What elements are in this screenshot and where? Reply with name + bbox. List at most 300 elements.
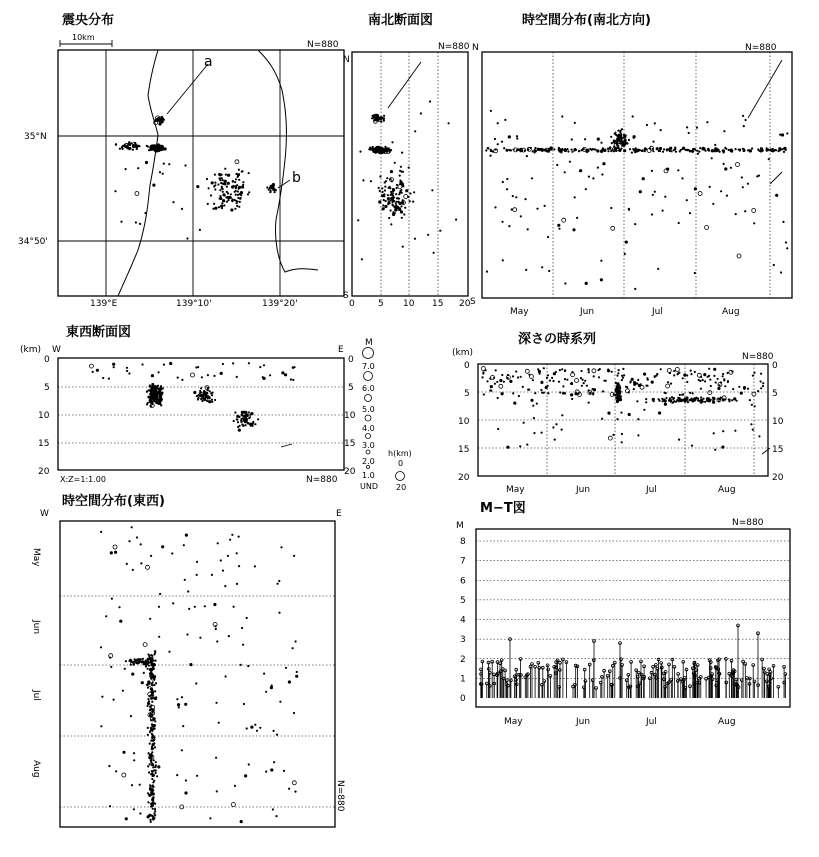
depth-ts-point xyxy=(616,393,618,395)
st-ns-point xyxy=(714,144,716,146)
ew-section-point xyxy=(146,403,148,405)
ew-tick-15: 15 xyxy=(38,439,50,449)
mt-tick-label: 0 xyxy=(460,694,466,704)
ns-section-point xyxy=(383,117,385,119)
depth-ts-point xyxy=(617,383,620,386)
depth-ts-point xyxy=(702,379,704,381)
ew-section-point xyxy=(169,362,172,365)
st-ns-point xyxy=(620,148,622,150)
dts-tick-5: 5 xyxy=(464,389,470,399)
epicenter-point xyxy=(238,173,240,175)
st-ew-point xyxy=(145,665,147,667)
st-ns-point xyxy=(635,149,638,152)
st-ew-point xyxy=(147,687,149,689)
st-ew-point xyxy=(133,759,135,761)
scale-bar xyxy=(60,33,112,47)
ns-section-point xyxy=(409,200,411,202)
depth-ts-point xyxy=(754,405,756,407)
st-ns-point xyxy=(686,126,688,128)
ns-section-point xyxy=(383,199,385,201)
st-ew-point xyxy=(122,773,126,777)
epicenter-point xyxy=(144,212,146,214)
st-ns-point xyxy=(631,152,633,154)
st-ns-point xyxy=(728,149,730,151)
depth-ts-point xyxy=(543,367,545,369)
st-ew-point xyxy=(118,606,120,608)
st-ew-point xyxy=(155,772,157,774)
st-ns-month-aug: Aug xyxy=(722,307,740,317)
st-ew-point xyxy=(225,675,227,677)
ns-section-point xyxy=(384,205,387,208)
epicenter-point xyxy=(114,190,116,192)
st-ns-point xyxy=(571,138,573,140)
st-ew-point xyxy=(153,780,155,782)
ns-section-point xyxy=(448,122,450,124)
ns-tick-0: 0 xyxy=(349,299,355,309)
epicenter-point xyxy=(219,197,222,200)
depth-ts-point xyxy=(686,381,688,383)
depth-ts-point xyxy=(708,368,710,370)
st-ns-point xyxy=(711,149,714,152)
ew-section-point xyxy=(157,403,159,405)
ns-section-point xyxy=(396,197,398,199)
depth-ts-point xyxy=(675,401,677,403)
st-ns-point xyxy=(616,144,618,146)
st-ew-point xyxy=(147,668,149,670)
coastline-west xyxy=(118,50,158,296)
st-ns-point xyxy=(494,138,496,140)
depth-ts-point xyxy=(683,374,686,377)
st-ns-point xyxy=(634,223,636,225)
st-ew-point xyxy=(184,791,187,794)
st-ns-point xyxy=(743,125,745,127)
depth-ts-point xyxy=(611,371,613,373)
depth-ts-point xyxy=(758,435,760,437)
st-ns-panel xyxy=(470,12,792,317)
st-ns-point xyxy=(502,259,504,261)
ew-section-point xyxy=(234,411,236,413)
epicenter-point xyxy=(226,191,228,193)
depth-ts-point xyxy=(593,375,595,377)
depth-ts-point xyxy=(512,375,514,377)
st-ns-point xyxy=(751,147,753,149)
st-ns-point xyxy=(716,149,718,151)
st-ns-point xyxy=(553,148,555,150)
st-ew-point xyxy=(122,751,125,754)
ew-section-point xyxy=(149,399,151,401)
st-ew-point xyxy=(149,618,151,620)
st-ns-point xyxy=(651,213,653,215)
st-ew-point xyxy=(148,814,151,817)
st-ns-point xyxy=(574,122,576,124)
epicenter-point xyxy=(238,188,240,190)
lat-tick-35: 35°N xyxy=(24,132,47,142)
st-ns-point xyxy=(698,151,700,153)
st-ew-point xyxy=(153,679,155,681)
depth-ts-point xyxy=(753,372,755,374)
st-ew-point xyxy=(152,785,154,787)
ew-rtick-15: 15 xyxy=(344,439,356,449)
st-ew-point xyxy=(220,559,222,561)
epicenter-point xyxy=(152,146,154,148)
st-ew-point xyxy=(115,770,117,772)
st-ew-point xyxy=(114,551,117,554)
dts-month-jun: Jun xyxy=(576,485,591,495)
epicenter-point xyxy=(128,148,130,150)
st-ns-point xyxy=(660,129,662,131)
st-ns-s-axis: S xyxy=(470,297,476,307)
ns-section-point xyxy=(393,196,395,198)
st-ew-point xyxy=(140,543,142,545)
st-ew-point xyxy=(151,737,153,739)
epicenter-point xyxy=(238,179,240,181)
st-ns-point xyxy=(585,188,587,190)
ns-section-point xyxy=(400,166,402,168)
ns-section-panel xyxy=(343,12,471,309)
epicenter-point xyxy=(235,173,237,175)
st-ew-point xyxy=(154,808,156,810)
ns-section-n-top: N xyxy=(343,55,350,65)
st-ew-point xyxy=(213,603,216,606)
depth-ts-point xyxy=(552,380,554,382)
depth-ts-point xyxy=(640,383,642,385)
st-ew-point xyxy=(151,696,153,698)
st-ns-point xyxy=(585,282,588,285)
dts-rtick-15: 15 xyxy=(772,445,784,455)
st-ew-point xyxy=(150,821,152,823)
st-ew-point xyxy=(288,788,290,790)
st-ns-point xyxy=(673,149,675,151)
mt-tick-label: 5 xyxy=(460,595,466,606)
st-ew-point xyxy=(146,565,150,569)
st-ew-point xyxy=(150,654,152,656)
st-ew-point xyxy=(196,574,198,576)
depth-ts-point xyxy=(636,383,638,385)
depth-ts-point xyxy=(664,403,667,406)
st-ew-point xyxy=(295,675,298,678)
st-ns-point xyxy=(531,177,533,179)
st-ew-point xyxy=(236,552,238,554)
ns-section-point xyxy=(381,187,383,189)
depth-ts-point xyxy=(571,373,575,377)
st-ns-point xyxy=(572,228,575,231)
st-ew-point xyxy=(157,765,160,768)
ew-section-point xyxy=(146,390,148,392)
epicenter-point xyxy=(219,189,221,191)
st-ew-point xyxy=(149,763,151,765)
st-ew-point xyxy=(285,667,287,669)
st-ns-point xyxy=(537,148,540,151)
st-ew-point xyxy=(215,625,217,627)
st-ns-point xyxy=(666,168,669,171)
magnitude-legend xyxy=(360,338,412,492)
depth-ts-point xyxy=(501,392,504,395)
st-ns-point xyxy=(681,177,683,179)
depth-ts-point xyxy=(658,411,661,414)
epicenter-point xyxy=(122,148,124,150)
st-ew-point xyxy=(176,774,178,776)
ns-section-point xyxy=(390,209,392,211)
depth-ts-point xyxy=(555,423,557,425)
st-ew-point xyxy=(100,725,102,727)
epicenter-point xyxy=(214,174,216,176)
st-ns-point xyxy=(623,149,626,152)
depth-ts-point xyxy=(727,372,729,374)
st-ew-point xyxy=(161,545,164,548)
ns-section-point xyxy=(408,167,410,169)
st-ns-point xyxy=(494,206,496,208)
st-ns-point xyxy=(747,149,749,151)
epicenter-point xyxy=(236,184,238,186)
depth-ts-point xyxy=(665,397,667,399)
ns-section-point xyxy=(400,210,403,213)
st-ns-point xyxy=(581,149,583,151)
epicenter-point xyxy=(129,144,131,146)
epicenter-point xyxy=(138,145,140,147)
epicenter-point xyxy=(227,174,230,177)
st-ns-point xyxy=(515,196,517,198)
st-ns-point xyxy=(698,192,702,196)
st-ew-point xyxy=(154,814,156,816)
st-ew-point xyxy=(151,772,153,774)
ns-section-point xyxy=(395,205,397,207)
scale-label: 10km xyxy=(72,33,95,42)
st-ns-point xyxy=(571,151,573,153)
ns-section-point xyxy=(396,187,398,189)
ew-section-point xyxy=(240,419,242,421)
ns-section-point xyxy=(393,200,395,202)
st-ew-point xyxy=(147,727,149,729)
st-ns-point xyxy=(633,137,635,139)
epicenter-point xyxy=(135,192,139,196)
depth-ts-point xyxy=(707,399,710,402)
st-ew-west: W xyxy=(40,509,49,519)
depth-ts-point xyxy=(541,392,543,394)
depth-ts-point xyxy=(666,384,670,388)
depth-ts-km: (km) xyxy=(452,348,474,358)
depth-ts-point xyxy=(589,392,591,394)
st-ew-point xyxy=(149,668,151,670)
dts-rtick-20: 20 xyxy=(772,473,784,483)
depth-ts-point xyxy=(503,381,505,383)
st-ew-point xyxy=(133,752,135,754)
ew-section-point xyxy=(199,390,201,392)
depth-ts-point xyxy=(616,375,618,377)
st-ew-point xyxy=(150,660,152,662)
depth-ts-points xyxy=(481,367,764,451)
depth-ts-point xyxy=(532,379,534,381)
epicenter-point xyxy=(181,208,183,210)
st-ns-point xyxy=(775,194,778,197)
st-ew-point xyxy=(150,803,152,805)
st-ns-point xyxy=(611,226,615,230)
ew-section-point xyxy=(207,374,209,376)
epicenter-point xyxy=(145,161,148,164)
st-ns-point xyxy=(597,138,600,141)
st-ns-point xyxy=(609,146,611,148)
legend-m-4: 4.0 xyxy=(362,424,375,433)
ew-section-point xyxy=(200,398,202,400)
depth-ts-point xyxy=(710,385,712,387)
ns-arrow xyxy=(388,62,421,108)
epicenter-point xyxy=(133,145,135,147)
st-ns-point xyxy=(711,157,713,159)
st-ns-point xyxy=(629,148,631,150)
depth-ts-point xyxy=(621,375,623,377)
st-ew-point xyxy=(154,650,156,652)
st-ew-point xyxy=(189,663,192,666)
st-ew-n-count: N=880 xyxy=(335,780,345,812)
st-ns-point xyxy=(570,149,572,151)
epicenter-point xyxy=(218,173,220,175)
st-ns-point xyxy=(501,221,503,223)
ns-section-point xyxy=(414,130,416,132)
st-ns-point xyxy=(485,149,487,151)
st-ns-point xyxy=(561,148,563,150)
ns-section-point xyxy=(389,202,391,204)
epicenter-point xyxy=(218,206,220,208)
depth-ts-point xyxy=(489,378,491,380)
ew-section-point xyxy=(232,362,234,364)
st-ew-point xyxy=(168,651,170,653)
st-ns-point xyxy=(625,139,627,141)
st-ns-point xyxy=(591,149,593,151)
st-ew-point xyxy=(149,819,151,821)
st-ew-point xyxy=(155,682,157,684)
depth-ts-point xyxy=(736,400,738,402)
depth-ts-point xyxy=(717,378,719,380)
st-ew-point xyxy=(126,563,128,565)
depth-ts-point xyxy=(698,400,700,402)
ns-tick-5: 5 xyxy=(378,299,384,309)
ew-section-point xyxy=(237,421,239,423)
st-ns-point xyxy=(604,149,606,151)
depth-ts-point xyxy=(668,399,670,401)
st-ns-n-axis: N xyxy=(472,43,479,53)
st-ew-point xyxy=(141,681,144,684)
depth-ts-point xyxy=(722,375,724,377)
st-ns-point xyxy=(682,148,684,150)
depth-ts-point xyxy=(721,446,724,449)
ns-section-s-bottom: S xyxy=(343,291,349,301)
depth-ts-point xyxy=(562,385,564,387)
depth-ts-point xyxy=(637,434,639,436)
st-ns-point xyxy=(574,196,576,198)
epicenter-point xyxy=(237,197,239,199)
ns-section-point xyxy=(399,207,401,209)
st-ew-point xyxy=(108,765,110,767)
st-ns-frame xyxy=(482,52,792,298)
depth-ts-point xyxy=(708,391,712,395)
depth-ts-point xyxy=(694,371,696,373)
depth-ts-point xyxy=(495,369,497,371)
ew-section-point xyxy=(239,425,241,427)
epicenter-point xyxy=(154,146,157,149)
epicenter-point xyxy=(224,168,226,170)
ns-section-point xyxy=(431,189,433,191)
legend-m-6: 6.0 xyxy=(362,384,375,393)
ew-section-point xyxy=(292,379,294,381)
epicenter-point xyxy=(235,190,237,192)
mt-gridlines xyxy=(476,541,790,678)
st-ew-point xyxy=(150,794,152,796)
st-ew-point xyxy=(150,555,152,557)
st-ns-point xyxy=(658,150,660,152)
mt-month-aug: Aug xyxy=(718,717,736,727)
ns-section-point xyxy=(357,219,359,221)
st-ew-point xyxy=(151,748,153,750)
depth-ts-point xyxy=(752,429,754,431)
st-ew-point xyxy=(292,781,296,785)
st-ew-point xyxy=(196,561,198,563)
st-ew-point xyxy=(185,779,187,781)
epicenter-point xyxy=(238,206,240,208)
st-ns-point xyxy=(719,151,721,153)
depth-ts-point xyxy=(718,384,720,386)
depth-ts-point xyxy=(667,381,669,383)
ew-section-point xyxy=(151,401,153,403)
depth-ts-point xyxy=(749,399,751,401)
st-ew-point xyxy=(155,769,157,771)
st-ns-point xyxy=(781,133,784,136)
ns-section-point xyxy=(404,207,406,209)
epicenter-point xyxy=(231,200,233,202)
ns-section-point xyxy=(413,191,415,193)
st-ns-point xyxy=(666,148,668,150)
ew-section-point xyxy=(199,392,201,394)
st-ns-point xyxy=(564,171,566,173)
st-ns-point xyxy=(786,247,788,249)
epicenter-point xyxy=(132,149,134,151)
ew-section-point xyxy=(163,364,165,366)
st-ew-point xyxy=(216,640,218,642)
ns-section-point xyxy=(387,199,389,201)
st-ew-point xyxy=(154,728,156,730)
ns-section-point xyxy=(389,149,391,151)
depth-ts-point xyxy=(717,387,720,390)
ns-section-point xyxy=(390,223,392,225)
st-ns-point xyxy=(693,148,695,150)
depth-ts-point xyxy=(677,397,679,399)
depth-ts-point xyxy=(547,392,549,394)
ew-section-title: 東西断面図 xyxy=(66,325,132,340)
ew-tick-10: 10 xyxy=(38,411,50,421)
epicenter-point xyxy=(199,229,201,231)
st-ns-point xyxy=(558,228,560,230)
st-ew-point xyxy=(105,615,107,617)
depth-ts-point xyxy=(669,372,671,374)
depth-ts-point xyxy=(623,374,625,376)
ns-section-point xyxy=(414,238,416,240)
depth-ts-point xyxy=(645,385,647,387)
ew-section-point xyxy=(197,366,199,368)
st-ew-point xyxy=(222,570,224,572)
st-ew-point xyxy=(143,672,145,674)
depth-ts-point xyxy=(647,379,649,381)
depth-ts-point xyxy=(621,441,623,443)
st-ew-point xyxy=(125,660,127,662)
ew-section-point xyxy=(198,394,200,396)
ew-section-point xyxy=(243,415,245,417)
depth-ts-point xyxy=(518,395,520,397)
ew-tick-20: 20 xyxy=(38,467,50,477)
epicenter-point xyxy=(221,207,223,209)
depth-ts-point xyxy=(637,379,639,381)
st-ew-point xyxy=(241,627,243,629)
depth-ts-point xyxy=(601,418,603,420)
st-ew-point xyxy=(148,700,150,702)
legend-m-5: 5.0 xyxy=(362,405,375,414)
